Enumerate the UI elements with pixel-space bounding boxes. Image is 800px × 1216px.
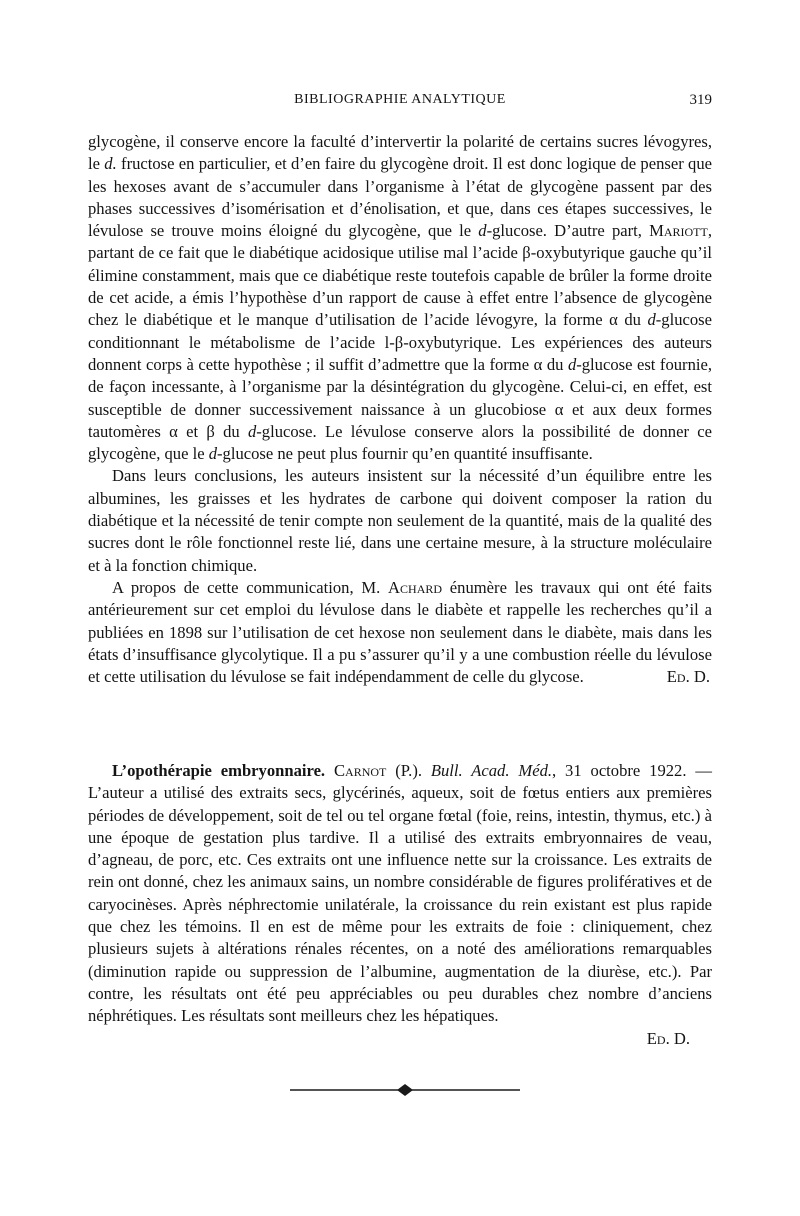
page-number: 319	[689, 92, 712, 108]
text-run: -glucose. Le lévulose conserve alors la possibilité de donner ce glycogène, que le	[88, 421, 712, 464]
article-2-body	[88, 760, 712, 1028]
article-glycogen-levulose	[88, 131, 712, 688]
italic-letter: d	[247, 421, 257, 441]
text-run: fructose en particulier, et d’en faire du glycogène droit. Il est donc logique de penser que les hexoses avant de s’accumuler dans l’organisme à l’état de glycogène passent par des phases successives d’isomérisation et d’énolisation, et que, dans ces étapes successives, le lévulose se trouve moins éloigné du glycogène, que le	[88, 154, 713, 241]
article-opotherapie	[88, 760, 712, 1050]
text-run: (P.).	[386, 761, 431, 780]
italic-letter: d	[208, 444, 218, 464]
italic-letter: d	[567, 354, 577, 374]
running-title: BIBLIOGRAPHIE ANALYTIQUE	[294, 92, 506, 107]
italic-letter: d	[647, 310, 656, 330]
text-run: -glucose ne peut plus fournir qu’en quantité insuffisante.	[217, 444, 593, 464]
paragraph-3	[88, 577, 712, 688]
ornament-divider	[290, 1083, 520, 1097]
signature: Ed. D.	[666, 667, 711, 687]
text-run: -glucose est fournie, de façon incessante, à l’organisme par la désintégration du glycogène. Celui-ci, en effet, est susceptible de donner successivement naissance à un glucobiose α et aux deux formes tautomères α et β du	[88, 354, 712, 441]
paragraph-1	[88, 131, 712, 465]
diamond-ornament-icon	[397, 1084, 413, 1096]
author-name: Achard	[388, 577, 443, 597]
text-run: , partant de ce fait que le diabétique acidosique utilise mal l’acide β-oxybutyrique gauche qu’il élimine constamment, mais que ce diabétique reste toutefois capable de brûler la forme droite de cet acide, a émis l’hypothèse d’un rapport de cause à effet entre l’absence de glycogène chez le diabétique et le manque d’utilisation de l’acide lévogyre, la forme α du	[88, 221, 712, 330]
text-run: -glucose. D’autre part,	[486, 221, 650, 241]
text-run: -glucose conditionnant le métabolisme de l’acide l-β-oxybutyrique. Les expériences des auteurs donnent corps à cette hypothèse ; il suffit d’admettre que la forme α du	[88, 310, 712, 374]
signature: Ed. D.	[646, 1028, 690, 1048]
signature-line	[88, 1028, 712, 1050]
text-run: énumère les travaux qui ont été faits antérieurement sur cet emploi du lévulose dans le diabète et rappelle les recherches qu’il a publiées en 1898 sur l’utilisation de cet hexose non seulement dans le diabète, mais dans les états d’insuffisance glycolytique. Il a pu s’assurer qu’il y a une combustion réelle du lévulose et cette utilisation du lévulose se fait indépendamment de celle du glycose.	[88, 577, 712, 687]
italic-letter: d.	[104, 154, 117, 174]
text-run: L’auteur a utilisé des extraits secs, glycérinés, aqueux, soit de fœtus entiers aux premières périodes de développement, soit de tel ou tel organe fœtal (foie, reins, intestin, thymus, etc.) à une époque de gestation plus tardive. Il a utilisé des extraits embryonnaires de veau, d’agneau, de porc, etc. Ces extraits ont une influence nette sur la croissance. Les extraits de rein ont donné, chez les animaux sains, un nombre considérable de figures prolifératives et de caryocinèses. Après néphrectomie unilatérale, la croissance du rein existant est plus rapide que chez les témoins. Il en est de même pour les extraits de foie : cliniquement, chez plusieurs sujets à altérations rénales récentes, on a noté des améliorations remarquables (diminution rapide ou suppression de l’albumine, augmentation de la diurèse, etc.). Par contre, les résultats ont été peu appréciables ou peu durables chez nombre d’anciens néphrétiques. Les résultats sont meilleurs chez les hépatiques.	[88, 783, 712, 1026]
text-run: A propos de cette communication, M.	[112, 577, 389, 597]
text-run: glycogène, il conserve encore la faculté d’intervertir la polarité de certains sucres lévogyres, le	[88, 132, 712, 174]
text-run: , 31 octobre 1922. —	[552, 761, 712, 780]
article-title: L’opothérapie embryonnaire.	[112, 761, 326, 780]
journal-name: Bull. Acad. Méd.	[430, 761, 553, 780]
paragraph-2: Dans leurs conclusions, les auteurs insistent sur la nécessité d’un équilibre entre les albumines, les graisses et les hydrates de carbone qui doivent composer la ration du diabétique et la nécessité de tenir compte non seulement de la quantité, mais de la qualité des sucres dont le rôle fonctionnel reste lié, dans une certaine mesure, à la structure moléculaire et à la fonction chimique.	[88, 466, 712, 575]
author-name: Carnot	[333, 761, 387, 780]
author-name: Mariott	[649, 221, 708, 241]
italic-letter: d	[478, 221, 487, 241]
page-header	[88, 92, 712, 122]
